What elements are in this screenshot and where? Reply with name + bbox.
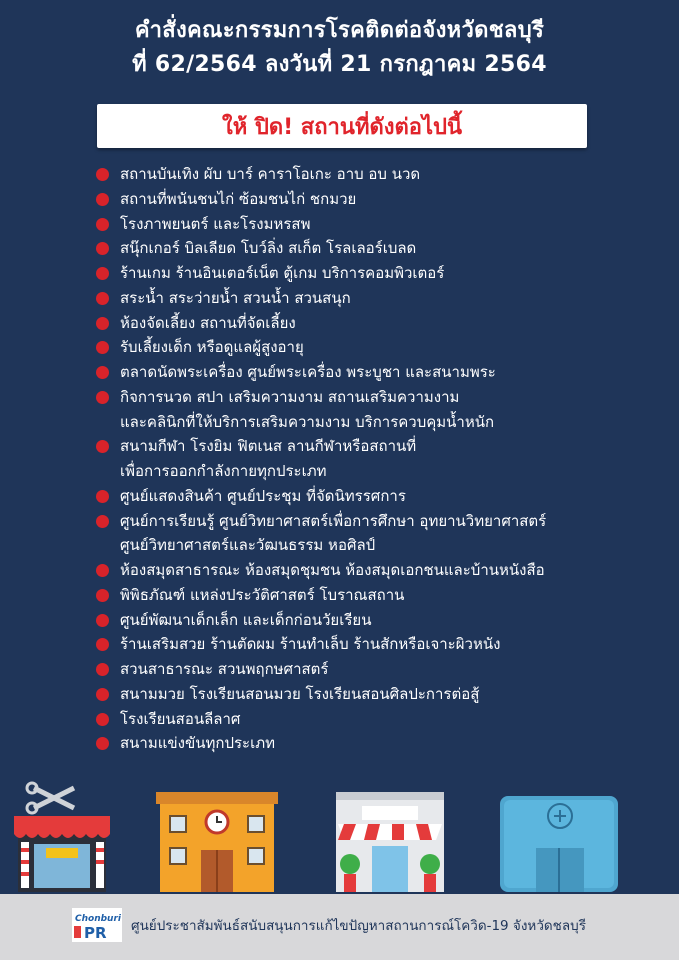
bullet-icon (96, 267, 109, 280)
list-item-text: รับเลี้ยงเด็ก หรือดูแลผู้สูงอายุ (120, 338, 304, 357)
list-item-text: ห้องจัดเลี้ยง สถานที่จัดเลี้ยง (120, 313, 296, 332)
bullet-icon (96, 391, 109, 404)
bullet-icon (96, 713, 109, 726)
list-item-text: ตลาดนัดพระเครื่อง ศูนย์พระเครื่อง พระบูชา และสนามพระ (120, 363, 496, 382)
list-item (96, 335, 656, 360)
list-item (96, 236, 656, 261)
list-item (96, 311, 656, 336)
bullet-icon (96, 490, 109, 503)
list-item (96, 286, 656, 311)
list-item (96, 434, 656, 483)
list-item-text: พิพิธภัณฑ์ แหล่งประวัติศาสตร์ โบราณสถาน (120, 585, 405, 604)
list-item-text: และคลินิกที่ให้บริการเสริมความงาม บริการควบคุมน้ำหนัก (120, 412, 495, 431)
list-item (96, 484, 656, 509)
list-item-text: สถานที่พนันชนไก่ ซ้อมชนไก่ ชกมวย (120, 189, 357, 208)
list-item (96, 707, 656, 732)
bullet-icon (96, 168, 109, 181)
list-item (96, 360, 656, 385)
list-item-text: เพื่อการออกกำลังกายทุกประเภท (120, 462, 327, 480)
list-item-text: สนามแข่งขันทุกประเภท (120, 734, 275, 753)
school-building-icon (156, 792, 278, 892)
list-item-text: สนุ๊กเกอร์ บิลเลียด โบว์ลิ่ง สเก็ต โรลเลอร์เบลด (120, 239, 417, 258)
list-item (96, 583, 656, 608)
bullet-icon (96, 688, 109, 701)
list-item (96, 558, 656, 583)
list-item-text: กิจการนวด สปา เสริมความงาม สถานเสริมความงาม (120, 388, 460, 407)
bullet-icon (96, 589, 109, 602)
bullet-icon (96, 366, 109, 379)
bullet-icon (96, 242, 109, 255)
clinic-icon (500, 796, 618, 892)
buildings-illustration (0, 778, 679, 895)
list-item-text: ร้านเกม ร้านอินเตอร์เน็ต ตู้เกม บริการคอมพิวเตอร์ (120, 264, 445, 283)
header (0, 14, 679, 82)
chonburi-pr-logo (72, 908, 122, 942)
svg-text:Chonburi: Chonburi (75, 914, 121, 924)
list-item-text: ศูนย์วิทยาศาสตร์และวัฒนธรรม หอศิลป์ (120, 536, 376, 555)
list-item (96, 261, 656, 286)
bullet-icon (96, 193, 109, 206)
bullet-icon (96, 737, 109, 750)
bullet-icon (96, 515, 109, 528)
bullet-icon (96, 218, 109, 231)
title-line-2: ที่ 62/2564 ลงวันที่ 21 กรกฎาคม 2564 (132, 52, 547, 77)
title-line-1: คำสั่งคณะกรรมการโรคติดต่อจังหวัดชลบุรี (134, 18, 545, 43)
list-item-text: สนามมวย โรงเรียนสอนมวย โรงเรียนสอนศิลปะการต่อสู้ (120, 684, 480, 703)
bullet-icon (96, 614, 109, 627)
closure-banner: ให้ ปิด! สถานที่ดังต่อไปนี้ (97, 104, 587, 148)
list-item (96, 212, 656, 237)
bullet-icon (96, 564, 109, 577)
list-item (96, 162, 656, 187)
bullet-icon (96, 663, 109, 676)
bullet-icon (96, 341, 109, 354)
list-item-text: ศูนย์พัฒนาเด็กเล็ก และเด็กก่อนวัยเรียน (120, 610, 372, 629)
list-item-text: ศูนย์การเรียนรู้ ศูนย์วิทยาศาสตร์เพื่อการศึกษา อุทยานวิทยาศาสตร์ (120, 511, 547, 530)
list-item-text: ศูนย์แสดงสินค้า ศูนย์ประชุม ที่จัดนิทรรศการ (120, 486, 406, 505)
list-item-text: ร้านเสริมสวย ร้านตัดผม ร้านทำเล็บ ร้านสักหรือเจาะผิวหนัง (120, 635, 501, 654)
list-item (96, 657, 656, 682)
list-item (96, 608, 656, 633)
list-item-text: โรงเรียนสอนลีลาศ (120, 709, 241, 728)
list-item (96, 385, 656, 434)
footer-text: ศูนย์ประชาสัมพันธ์สนับสนุนการแก้ไขปัญหาสถานการณ์โควิด-19 จังหวัดชลบุรี (131, 918, 586, 934)
closed-places-list (96, 162, 656, 756)
list-item (96, 682, 656, 707)
list-item-text: สระน้ำ สระว่ายน้ำ สวนน้ำ สวนสนุก (120, 288, 351, 307)
store-icon (336, 792, 444, 892)
footer (0, 894, 679, 960)
svg-text:PR: PR (84, 924, 107, 942)
bullet-icon (96, 440, 109, 453)
list-item-text: โรงภาพยนตร์ และโรงมหรสพ (120, 214, 311, 233)
list-item (96, 509, 656, 558)
list-item-text: สนามกีฬา โรงยิม ฟิตเนส ลานกีฬาหรือสถานที่ (120, 437, 417, 456)
list-item (96, 731, 656, 756)
list-item-text: ห้องสมุดสาธารณะ ห้องสมุดชุมชน ห้องสมุดเอกชนและบ้านหนังสือ (120, 560, 545, 579)
list-item-text: สวนสาธารณะ สวนพฤกษศาสตร์ (120, 660, 329, 679)
list-item-text: สถานบันเทิง ผับ บาร์ คาราโอเกะ อาบ อบ นวด (120, 165, 421, 183)
barber-shop-icon (14, 783, 110, 892)
bullet-icon (96, 638, 109, 651)
bullet-icon (96, 317, 109, 330)
bullet-icon (96, 292, 109, 305)
list-item (96, 187, 656, 212)
list-item (96, 632, 656, 657)
